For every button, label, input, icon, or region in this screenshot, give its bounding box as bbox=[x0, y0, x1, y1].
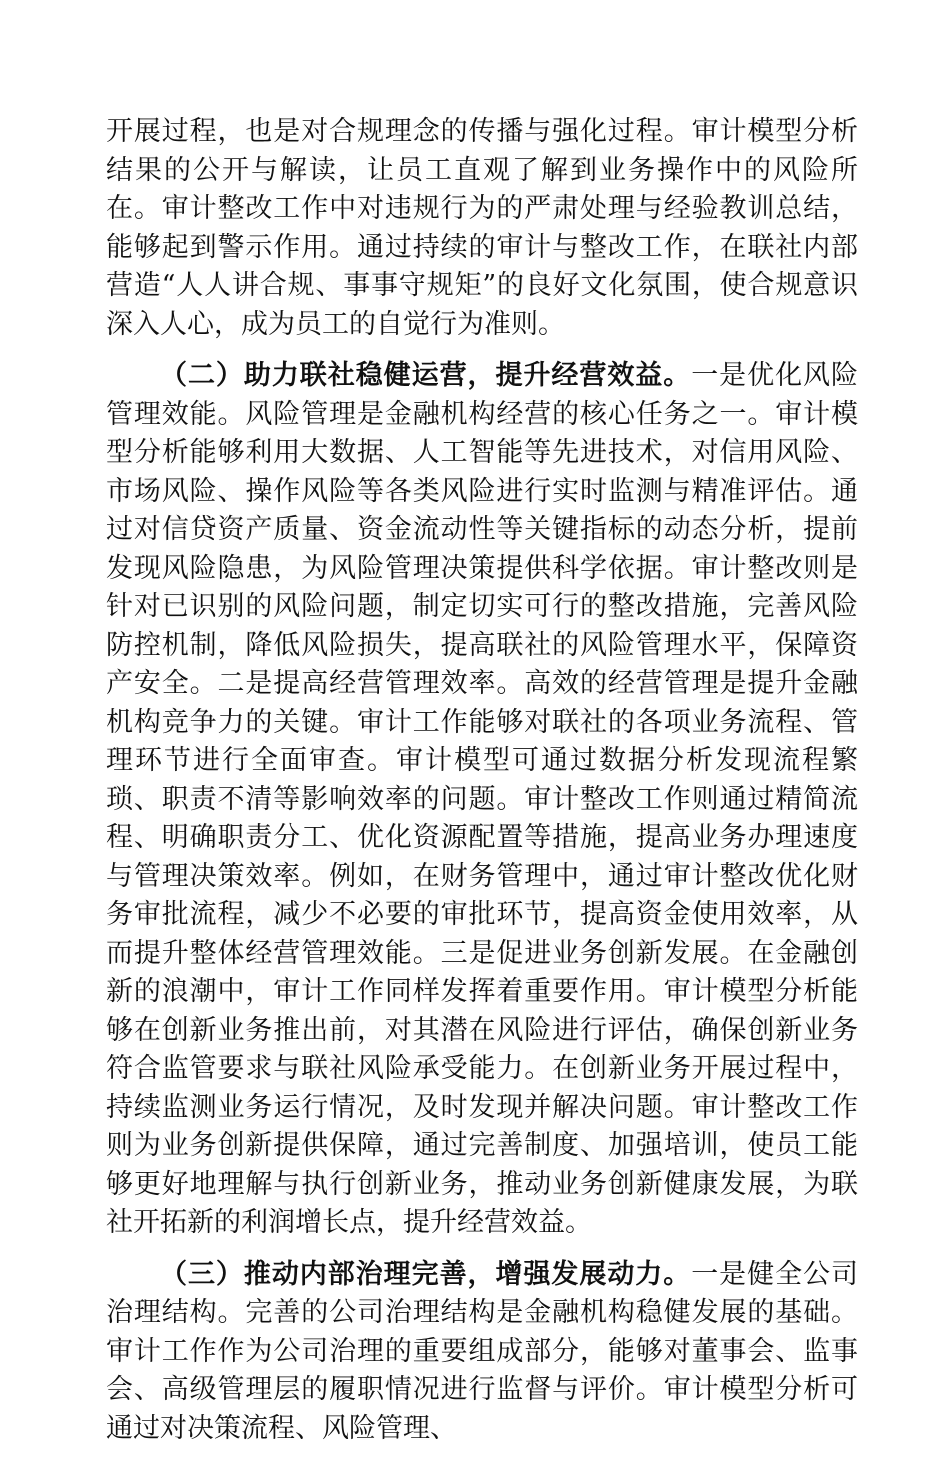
paragraph-3 bbox=[106, 1256, 858, 1449]
document-page bbox=[106, 113, 858, 1461]
section-heading-3: （三）推动内部治理完善，增强发展动力。 bbox=[160, 1258, 692, 1290]
paragraph-3-text: 一是健全公司治理结构。完善的公司治理结构是金融机构稳健发展的基础。审计工作作为公司治理的重要组成部分，能够对董事会、监事会、高级管理层的履职情况进行监督与评价。审计模型分析可通过对决策流程、风险管理、 bbox=[106, 1258, 859, 1444]
paragraph-2 bbox=[106, 357, 858, 1243]
section-heading-2: （二）助力联社稳健运营，提升经营效益。 bbox=[160, 360, 692, 391]
paragraph-2-text: 一是优化风险管理效能。风险管理是金融机构经营的核心任务之一。审计模型分析能够利用大数据、人工智能等先进技术，对信用风险、市场风险、操作风险等各类风险进行实时监测与精准评估。通过对信贷资产质量、资金流动性等关键指标的动态分析，提前发现风险隐患，为风险管理决策提供科学依据。审计整改则是针对已识别的风险问题，制定切实可行的整改措施，完善风险防控机制，降低风险损失，提高联社的风险管理水平，保障资产安全。二是提高经营管理效率。高效的经营管理是提升金融机构竞争力的关键。审计工作能够对联社的各项业务流程、管理环节进行全面审查。审计模型可通过数据分析发现流程繁琐、职责不清等影响效率的问题。审计整改工作则通过精简流程、明确职责分工、优化资源配置等措施，提高业务办理速度与管理决策效率。例如，在财务管理中，通过审计整改优化财务审批流程，减少不必要的审批环节，提高资金使用效率，从而提升整体经营管理效能。三是促进业务创新发展。在金融创新的浪潮中，审计工作同样发挥着重要作用。审计模型分析能够在创新业务推出前，对其潜在风险进行评估，确保创新业务符合监管要求与联社风险承受能力。在创新业务开展过程中，持续监测业务运行情况，及时发现并解决问题。审计整改工作则为业务创新提供保障，通过完善制度、加强培训，使员工能够更好地理解与执行创新业务，推动业务创新健康发展，为联社开拓新的利润增长点，提升经营效益。 bbox=[106, 360, 859, 1238]
paragraph-1 bbox=[106, 113, 858, 344]
paragraph-1-text: 开展过程，也是对合规理念的传播与强化过程。审计模型分析结果的公开与解读，让员工直观了解到业务操作中的风险所在。审计整改工作中对违规行为的严肃处理与经验教训总结，能够起到警示作用。通过持续的审计与整改工作，在联社内部营造“人人讲合规、事事守规矩”的良好文化氛围，使合规意识深入人心，成为员工的自觉行为准则。 bbox=[106, 116, 858, 340]
